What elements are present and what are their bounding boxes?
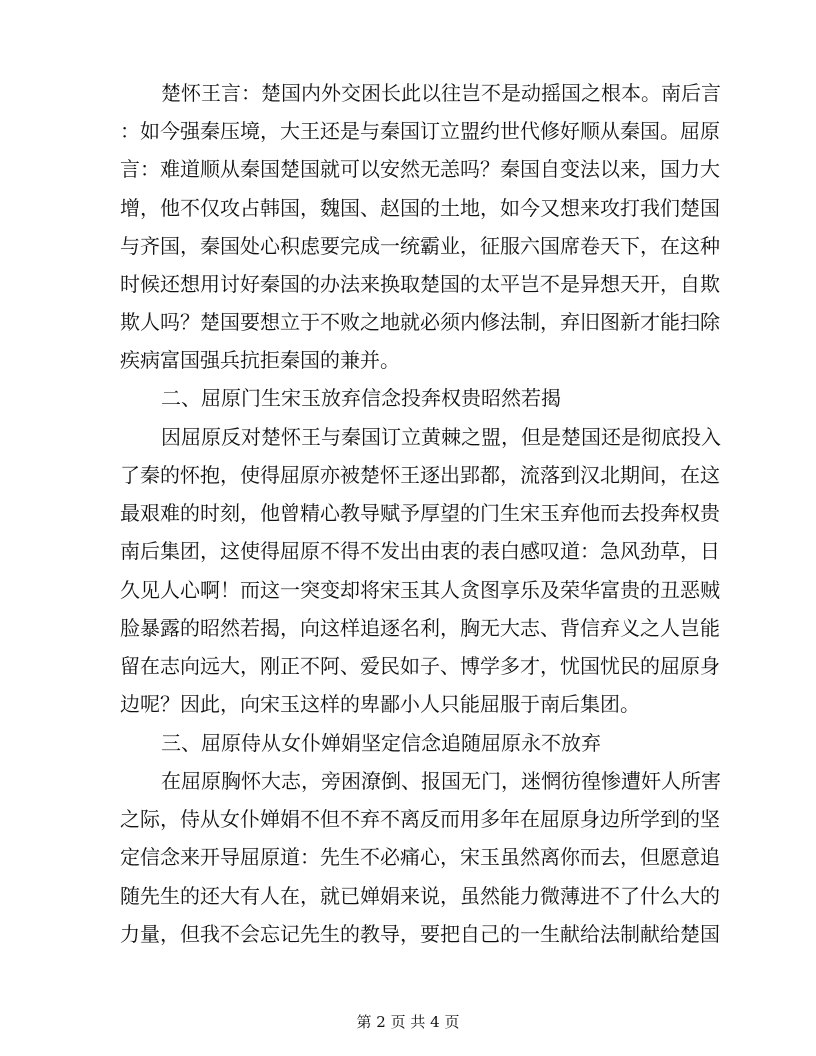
- page-footer: 第 2 页 共 4 页: [356, 1013, 460, 1031]
- paragraph-line: 定信念来开导屈原道：先生不必痛心，宋玉虽然离你而去，但愿意追: [120, 845, 720, 869]
- paragraph-line: ：如今强秦压境，大王还是与秦国订立盟约世代修好顺从秦国。屈原: [120, 119, 720, 143]
- paragraph-line: 了秦的怀抱，使得屈原亦被楚怀王逐出郢都，流落到汉北期间，在这: [120, 463, 720, 487]
- paragraph-line: 时候还想用讨好秦国的办法来换取楚国的太平岂不是异想天开，自欺: [120, 272, 720, 296]
- paragraph-line: 久见人心啊！而这一突变却将宋玉其人贪图享乐及荣华富贵的丑恶贼: [120, 578, 720, 602]
- paragraph-line: 边呢？因此，向宋玉这样的卑鄙小人只能屈服于南后集团。: [120, 692, 640, 716]
- paragraph-line: 随先生的还大有人在，就已婵娟来说，虽然能力微薄进不了什么大的: [120, 884, 720, 908]
- section-heading: 二、屈原门生宋玉放弃信念投奔权贵昭然若揭: [161, 386, 561, 410]
- paragraph-line: 脸暴露的昭然若揭，向这样追逐名利，胸无大志、背信弃义之人岂能: [120, 616, 720, 640]
- paragraph-line: 之际，侍从女仆婵娟不但不弃不离反而用多年在屈原身边所学到的坚: [120, 807, 720, 831]
- paragraph-line: 疾病富国强兵抗拒秦国的兼并。: [120, 348, 400, 372]
- paragraph-line: 增，他不仅攻占韩国，魏国、赵国的土地，如今又想来攻打我们楚国: [120, 196, 720, 220]
- paragraph-line: 最艰难的时刻，他曾精心教导赋予厚望的门生宋玉弃他而去投奔权贵: [120, 501, 720, 525]
- section-heading: 三、屈原侍从女仆婵娟坚定信念追随屈原永不放弃: [161, 731, 601, 755]
- paragraph-line: 因屈原反对楚怀王与秦国订立黄棘之盟，但是楚国还是彻底投入: [161, 425, 721, 449]
- paragraph-line: 欺人吗？楚国要想立于不败之地就必须内修法制，弃旧图新才能扫除: [120, 310, 720, 334]
- paragraph-line: 与齐国，秦国处心积虑要完成一统霸业，征服六国席卷天下，在这种: [120, 234, 720, 258]
- paragraph-line: 言：难道顺从秦国楚国就可以安然无恙吗？秦国自变法以来，国力大: [120, 157, 720, 181]
- paragraph-line: 南后集团，这使得屈原不得不发出由衷的表白感叹道：急风劲草，日: [120, 539, 720, 563]
- paragraph-line: 留在志向远大，刚正不阿、爱民如子、博学多才，忧国忧民的屈原身: [120, 654, 720, 678]
- paragraph-line: 力量，但我不会忘记先生的教导，要把自己的一生献给法制献给楚国: [120, 922, 720, 946]
- paragraph-line: 在屈原胸怀大志，旁困潦倒、报国无门，迷惘彷徨惨遭奸人所害: [161, 769, 721, 793]
- paragraph-line: 楚怀王言：楚国内外交困长此以往岂不是动摇国之根本。南后言: [161, 81, 721, 105]
